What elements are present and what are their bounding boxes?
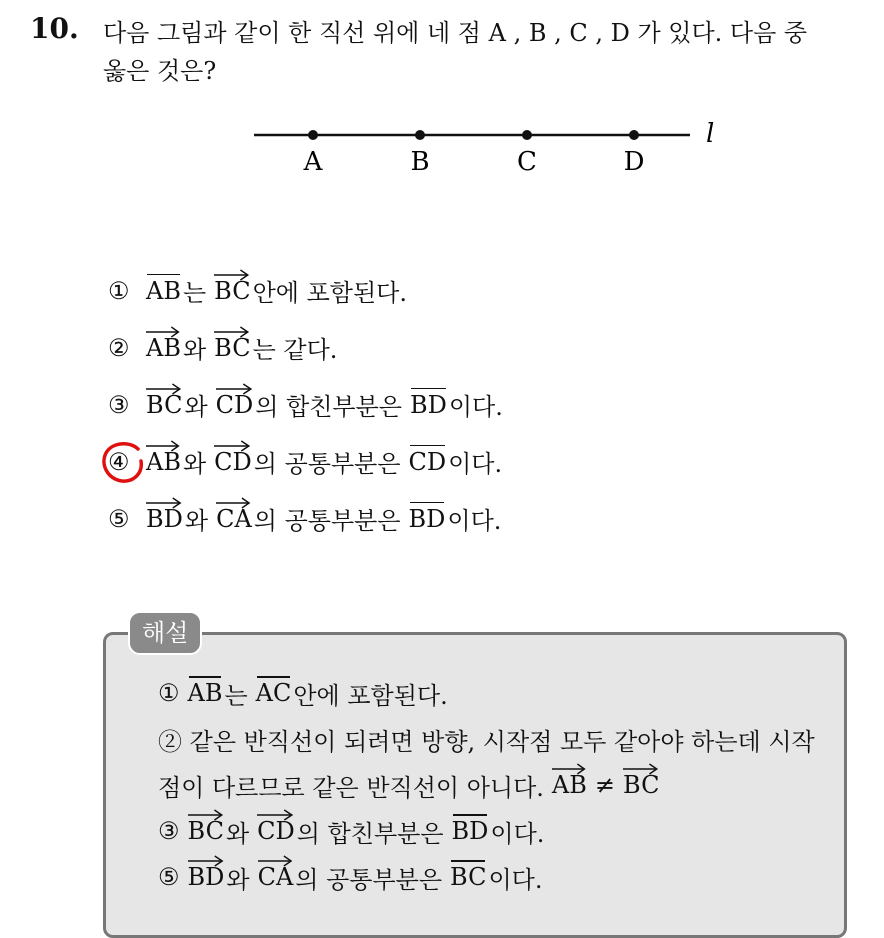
- not-equal-sign: ≠: [594, 771, 615, 799]
- overline-bar: [451, 860, 485, 862]
- segment-symbol: CD: [409, 448, 447, 476]
- solution-tail: 이다.: [490, 819, 545, 848]
- line-label: l: [706, 119, 715, 149]
- overline-bar: [257, 676, 291, 678]
- solution-number: ③: [158, 817, 180, 845]
- point-b-dot: [415, 130, 425, 140]
- ray-symbol: AB: [552, 771, 587, 799]
- solution-number: ①: [158, 679, 180, 707]
- choice-particle: 와: [182, 336, 207, 364]
- point-d-label: D: [623, 147, 645, 177]
- segment-symbol: BD: [452, 817, 489, 845]
- solution-mid: 의 합친부분은: [296, 819, 444, 848]
- ray-arrow-icon: [258, 855, 294, 867]
- choice-number: ①: [108, 276, 130, 305]
- ray-symbol: AB: [146, 334, 181, 362]
- ray-arrow-icon: [146, 440, 181, 452]
- overline-bar: [453, 814, 488, 816]
- choice-particle: 와: [182, 450, 207, 478]
- segment-symbol: AC: [256, 679, 292, 707]
- ray-arrow-icon: [188, 809, 224, 821]
- point-c-label: C: [517, 147, 537, 177]
- ray-arrow-icon: [623, 763, 659, 775]
- solution-content: [158, 670, 838, 900]
- choice-3[interactable]: [108, 376, 503, 433]
- solution-number: ⑤: [158, 863, 180, 891]
- choice-number: ③: [108, 390, 130, 419]
- ray-symbol: CD: [216, 391, 254, 419]
- choices-list: [108, 262, 503, 547]
- point-a-dot: [308, 130, 318, 140]
- ray-symbol: CD: [214, 448, 252, 476]
- ray-symbol: BC: [214, 334, 250, 362]
- choice-particle: 와: [184, 507, 209, 535]
- ray-symbol: CD: [257, 817, 295, 845]
- choice-particle: 는: [182, 279, 207, 307]
- segment-symbol: BD: [410, 391, 447, 419]
- choice-tail: 안에 포함된다.: [252, 279, 407, 307]
- ray-arrow-icon: [216, 383, 254, 395]
- choice-mid: 의 공통부분은: [253, 507, 401, 535]
- segment-symbol: BC: [450, 863, 486, 891]
- ray-arrow-icon: [146, 326, 181, 338]
- question-text-line2: 옳은 것은?: [103, 57, 217, 85]
- choice-1[interactable]: [108, 262, 503, 319]
- question-text: [103, 14, 863, 90]
- point-b-label: B: [410, 147, 430, 177]
- solution-line-1: [158, 670, 838, 716]
- ray-symbol: BD: [146, 505, 183, 533]
- choice-mid: 의 공통부분은: [253, 450, 401, 478]
- line-figure: [240, 115, 740, 185]
- ray-arrow-icon: [257, 809, 295, 821]
- ray-symbol: BC: [214, 277, 250, 305]
- choice-tail: 이다.: [447, 507, 502, 535]
- choice-number: ②: [108, 333, 130, 362]
- choice-4[interactable]: [108, 433, 503, 490]
- overline-bar: [410, 502, 445, 504]
- choice-tail: 이다.: [448, 393, 503, 421]
- choice-tail: 는 같다.: [252, 336, 338, 364]
- choice-particle: 와: [184, 393, 208, 421]
- ray-arrow-icon: [188, 855, 225, 867]
- ray-symbol: BC: [188, 817, 224, 845]
- ray-arrow-icon: [146, 497, 183, 509]
- choice-number: ④: [108, 447, 130, 476]
- ray-arrow-icon: [214, 326, 250, 338]
- solution-text: 점이 다르므로 같은 반직선이 아니다.: [158, 773, 544, 802]
- overline-bar: [189, 676, 222, 678]
- segment-symbol: BD: [409, 505, 446, 533]
- ray-symbol: BD: [188, 863, 225, 891]
- overline-bar: [147, 274, 180, 276]
- overline-bar: [411, 388, 446, 390]
- ray-arrow-icon: [214, 269, 250, 281]
- answer-mark-circle: [100, 439, 146, 485]
- segment-symbol: AB: [188, 679, 223, 707]
- overline-bar: [410, 445, 446, 447]
- choice-2[interactable]: [108, 319, 503, 376]
- ray-arrow-icon: [552, 763, 587, 775]
- ray-symbol: CA: [258, 863, 294, 891]
- solution-particle: 와: [226, 865, 250, 894]
- solution-mid: 의 공통부분은: [295, 865, 443, 894]
- question-number: 10.: [30, 12, 79, 45]
- ray-symbol: AB: [146, 448, 181, 476]
- solution-tail: 이다.: [488, 865, 543, 894]
- question-text-line1: 다음 그림과 같이 한 직선 위에 네 점 A , B , C , D 가 있다. 다음 중: [103, 19, 808, 47]
- point-d-dot: [629, 130, 639, 140]
- solution-line-2: ② 같은 반직선이 되려면 방향, 시작점 모두 같아야 하는데 시작: [158, 727, 815, 756]
- ray-symbol: BC: [623, 771, 659, 799]
- choice-5[interactable]: [108, 490, 503, 547]
- ray-arrow-icon: [216, 497, 252, 509]
- ray-symbol: CA: [216, 505, 252, 533]
- solution-line-3: [158, 762, 838, 808]
- ray-arrow-icon: [214, 440, 252, 452]
- ray-symbol: BC: [146, 391, 182, 419]
- solution-tail: 안에 포함된다.: [293, 681, 448, 710]
- solution-particle: 는: [224, 681, 248, 710]
- solution-particle: 와: [225, 819, 250, 848]
- solution-line-4: [158, 808, 838, 854]
- choice-tail: 이다.: [448, 450, 503, 478]
- point-c-dot: [522, 130, 532, 140]
- segment-symbol: AB: [146, 277, 181, 305]
- ray-arrow-icon: [146, 383, 182, 395]
- solution-line-5: [158, 854, 838, 900]
- choice-number: ⑤: [108, 504, 130, 533]
- solution-label: 해설: [128, 611, 202, 655]
- choice-mid: 의 합친부분은: [255, 393, 402, 421]
- point-a-label: A: [303, 147, 323, 177]
